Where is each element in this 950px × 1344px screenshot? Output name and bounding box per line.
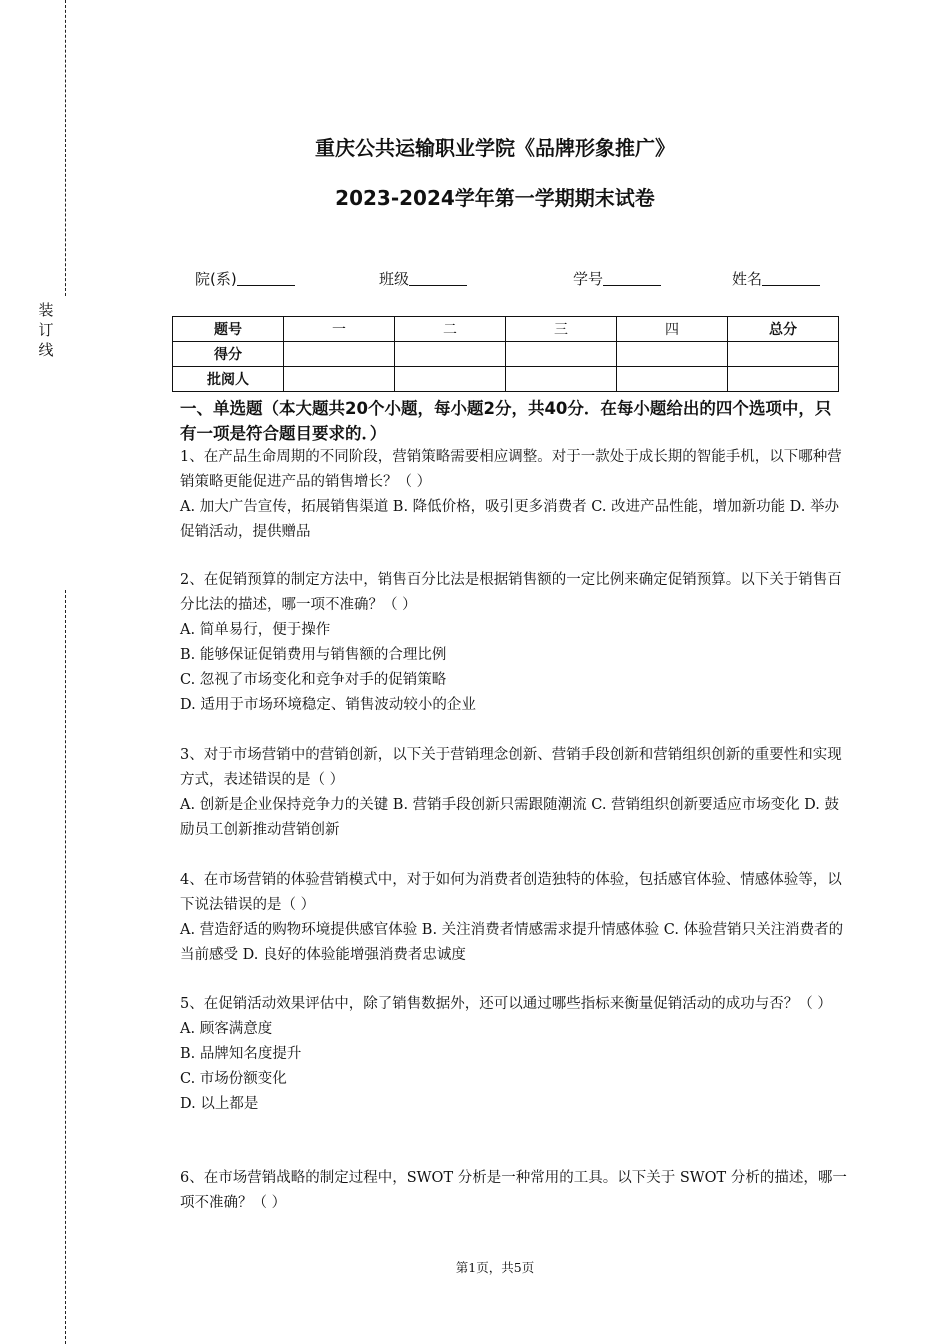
score-cell[interactable]	[395, 342, 506, 367]
student-id-blank[interactable]	[603, 269, 661, 286]
binding-char: 订	[38, 321, 54, 339]
question-options: A. 营造舒适的购物环境提供感官体验 B. 关注消费者情感需求提升情感体验 C. 体验营销只关注消费者的当前感受 D. 良好的体验能增强消费者忠诚度	[180, 922, 844, 963]
department-field[interactable]	[195, 268, 295, 289]
question-5	[180, 992, 848, 1117]
score-table-row	[173, 367, 839, 392]
section-heading: 一、单选题（本大题共20个小题，每小题2分，共40分．在每小题给出的四个选项中，只有一项是符合题目要求的．）	[180, 399, 832, 443]
department-label: 院(系)	[195, 270, 237, 288]
question-option: D. 适用于市场环境稳定、销售波动较小的企业	[180, 697, 476, 713]
student-id-label: 学号	[573, 270, 604, 288]
score-table-row-label: 得分	[173, 342, 284, 367]
score-table-header-row	[173, 317, 839, 342]
question-6	[180, 1166, 848, 1216]
binding-char: 线	[38, 341, 54, 359]
class-field[interactable]	[379, 268, 467, 289]
department-blank[interactable]	[237, 269, 295, 286]
score-table-header-cell: 三	[506, 317, 617, 342]
question-option: A. 顾客满意度	[180, 1021, 273, 1037]
question-1	[180, 445, 848, 545]
score-cell[interactable]	[506, 342, 617, 367]
question-option: C. 市场份额变化	[180, 1071, 287, 1087]
reviewer-cell[interactable]	[284, 367, 395, 392]
reviewer-cell[interactable]	[395, 367, 506, 392]
name-label: 姓名	[732, 270, 763, 288]
class-blank[interactable]	[409, 269, 467, 286]
reviewer-cell[interactable]	[617, 367, 728, 392]
question-2	[180, 568, 848, 718]
score-cell[interactable]	[617, 342, 728, 367]
score-table-row	[173, 342, 839, 367]
question-stem: 1、在产品生命周期的不同阶段，营销策略需要相应调整。对于一款处于成长期的智能手机，以下哪种营销策略更能促进产品的销售增长？（ ）	[180, 449, 842, 490]
exam-title: 重庆公共运输职业学院《品牌形象推广》	[315, 136, 675, 160]
question-option: C. 忽视了市场变化和竞争对手的促销策略	[180, 672, 447, 688]
exam-subtitle: 2023-2024学年第一学期期末试卷	[335, 186, 655, 210]
score-cell[interactable]	[728, 342, 839, 367]
score-table	[172, 316, 839, 392]
score-table-row-label: 批阅人	[173, 367, 284, 392]
question-stem: 4、在市场营销的体验营销模式中，对于如何为消费者创造独特的体验，包括感官体验、情感体验等，以下说法错误的是（ ）	[180, 872, 842, 913]
question-option: B. 能够保证促销费用与销售额的合理比例	[180, 647, 447, 663]
question-stem: 5、在促销活动效果评估中，除了销售数据外，还可以通过哪些指标来衡量促销活动的成功与否？（ ）	[180, 996, 832, 1012]
score-cell[interactable]	[284, 342, 395, 367]
question-stem: 2、在促销预算的制定方法中，销售百分比法是根据销售额的一定比例来确定促销预算。以下关于销售百分比法的描述，哪一项不准确？（ ）	[180, 572, 842, 613]
name-field[interactable]	[732, 268, 820, 289]
question-option: D. 以上都是	[180, 1096, 259, 1112]
student-info-row	[195, 268, 835, 292]
name-blank[interactable]	[762, 269, 820, 286]
question-4	[180, 868, 848, 968]
score-table-header-cell: 一	[284, 317, 395, 342]
question-options: A. 创新是企业保持竞争力的关键 B. 营销手段创新只需跟随潮流 C. 营销组织创新要适应市场变化 D. 鼓励员工创新推动营销创新	[180, 797, 840, 838]
reviewer-cell[interactable]	[728, 367, 839, 392]
page-number: 第1页，共5页	[455, 1260, 535, 1275]
question-3	[180, 743, 848, 843]
question-stem: 6、在市场营销战略的制定过程中，SWOT 分析是一种常用的工具。以下关于 SWOT 分析的描述，哪一项不准确？（ ）	[180, 1170, 847, 1211]
question-options: A. 加大广告宣传，拓展销售渠道 B. 降低价格，吸引更多消费者 C. 改进产品性能，增加新功能 D. 举办促销活动，提供赠品	[180, 499, 840, 540]
score-table-header-cell: 四	[617, 317, 728, 342]
student-id-field[interactable]	[573, 268, 661, 289]
question-option: B. 品牌知名度提升	[180, 1046, 302, 1062]
binding-label	[36, 300, 56, 360]
score-table-header-cell: 总分	[728, 317, 839, 342]
score-table-header-cell: 二	[395, 317, 506, 342]
reviewer-cell[interactable]	[506, 367, 617, 392]
class-label: 班级	[379, 270, 410, 288]
binding-dashed-line-bottom	[65, 590, 66, 1344]
binding-char: 装	[38, 301, 54, 319]
question-stem: 3、对于市场营销中的营销创新，以下关于营销理念创新、营销手段创新和营销组织创新的重要性和实现方式，表述错误的是（ ）	[180, 747, 842, 788]
question-option: A. 简单易行，便于操作	[180, 622, 331, 638]
score-table-header-cell: 题号	[173, 317, 284, 342]
